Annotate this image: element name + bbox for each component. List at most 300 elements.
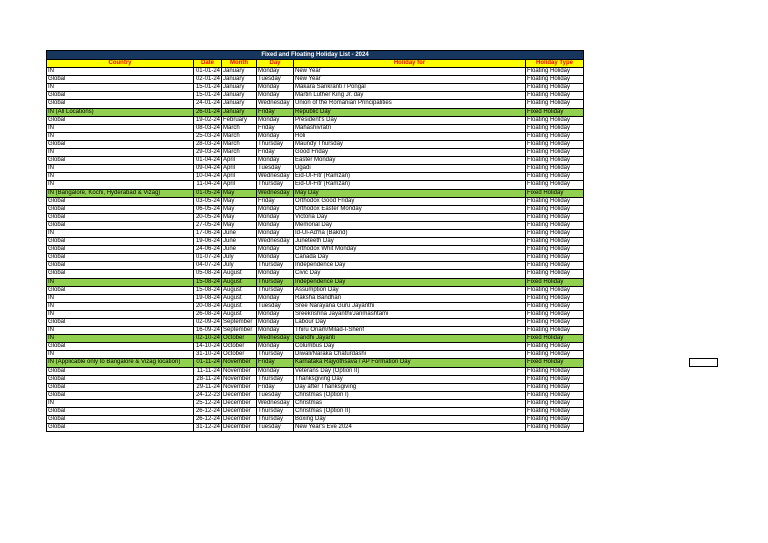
cell-date[interactable]: 16-09-24 — [194, 327, 222, 335]
cell-date[interactable]: 01-01-24 — [194, 68, 222, 76]
cell-country[interactable]: IN — [47, 181, 194, 189]
cell-day[interactable]: Wednesday — [257, 399, 294, 407]
table-row — [47, 319, 584, 327]
cell-type[interactable]: Floating Holiday — [526, 351, 584, 359]
cell-date[interactable]: 01-05-24 — [194, 189, 222, 197]
cell-day[interactable]: Monday — [257, 327, 294, 335]
cell-day[interactable]: Thursday — [257, 140, 294, 148]
cell-country[interactable]: Global — [47, 92, 194, 100]
cell-type[interactable]: Floating Holiday — [526, 383, 584, 391]
cell-month[interactable]: December — [222, 408, 257, 416]
cell-month[interactable]: January — [222, 92, 257, 100]
table-row — [47, 246, 584, 254]
cell-type[interactable]: Floating Holiday — [526, 116, 584, 124]
table-row — [47, 221, 584, 229]
cell-country[interactable]: IN — [47, 351, 194, 359]
cell-day[interactable]: Wednesday — [257, 335, 294, 343]
cell-date[interactable]: 20-08-24 — [194, 302, 222, 310]
cell-month[interactable]: March — [222, 149, 257, 157]
cell-holiday[interactable]: Sreekrishna Jayanthi/Janmashtami — [294, 310, 526, 318]
cell-month[interactable]: February — [222, 116, 257, 124]
cell-month[interactable]: April — [222, 173, 257, 181]
cell-holiday[interactable]: Independence Day — [294, 278, 526, 286]
cell-country[interactable]: Global — [47, 246, 194, 254]
cell-country[interactable]: IN — [47, 335, 194, 343]
cell-type[interactable]: Fixed Holiday — [526, 108, 584, 116]
cell-month[interactable]: April — [222, 157, 257, 165]
cell-date[interactable]: 15-08-24 — [194, 286, 222, 294]
cell-holiday[interactable]: Eid-Ul-Fitr (Ramzan) — [294, 181, 526, 189]
cell-month[interactable]: January — [222, 76, 257, 84]
cell-month[interactable]: June — [222, 246, 257, 254]
cell-date[interactable]: 19-08-24 — [194, 294, 222, 302]
cell-holiday[interactable]: Christmas (Option II) — [294, 408, 526, 416]
cell-country[interactable]: IN — [47, 278, 194, 286]
cell-date[interactable]: 01-11-24 — [194, 359, 222, 367]
cell-holiday[interactable]: Holi — [294, 132, 526, 140]
cell-holiday[interactable]: Maundy Thursday — [294, 140, 526, 148]
cell-holiday[interactable]: Canada Day — [294, 254, 526, 262]
cell-month[interactable]: January — [222, 108, 257, 116]
cell-type[interactable]: Floating Holiday — [526, 391, 584, 399]
cell-day[interactable]: Friday — [257, 197, 294, 205]
cell-type[interactable]: Floating Holiday — [526, 343, 584, 351]
cell-country[interactable]: IN (Applicable only to Bangalore & Vizag location) — [47, 359, 194, 367]
cell-type[interactable]: Floating Holiday — [526, 92, 584, 100]
cell-month[interactable]: January — [222, 100, 257, 108]
cell-type[interactable]: Floating Holiday — [526, 254, 584, 262]
cell-date[interactable]: 09-04-24 — [194, 165, 222, 173]
cell-date[interactable]: 19-06-24 — [194, 238, 222, 246]
selected-cell[interactable] — [689, 358, 718, 367]
cell-month[interactable]: December — [222, 424, 257, 432]
cell-country[interactable]: Global — [47, 140, 194, 148]
cell-type[interactable]: Floating Holiday — [526, 286, 584, 294]
cell-holiday[interactable]: Karnataka Rajyothsava / AP Formation Day — [294, 359, 526, 367]
cell-date[interactable]: 26-12-24 — [194, 416, 222, 424]
cell-date[interactable]: 31-10-24 — [194, 351, 222, 359]
cell-month[interactable]: March — [222, 132, 257, 140]
cell-holiday[interactable]: Union of the Romanian Principalities — [294, 100, 526, 108]
table-row — [47, 367, 584, 375]
cell-day[interactable]: Monday — [257, 132, 294, 140]
cell-date[interactable]: 04-07-24 — [194, 262, 222, 270]
cell-country[interactable]: IN — [47, 302, 194, 310]
cell-holiday[interactable]: Martin Luther King Jr. day — [294, 92, 526, 100]
cell-type[interactable]: Floating Holiday — [526, 140, 584, 148]
cell-day[interactable]: Thursday — [257, 416, 294, 424]
cell-holiday[interactable]: Juneteeth Day — [294, 238, 526, 246]
cell-type[interactable]: Floating Holiday — [526, 319, 584, 327]
cell-type[interactable]: Floating Holiday — [526, 76, 584, 84]
cell-day[interactable]: Monday — [257, 221, 294, 229]
cell-day[interactable]: Monday — [257, 246, 294, 254]
cell-date[interactable]: 19-02-24 — [194, 116, 222, 124]
cell-day[interactable]: Monday — [257, 270, 294, 278]
cell-date[interactable]: 15-01-24 — [194, 92, 222, 100]
cell-country[interactable]: IN — [47, 149, 194, 157]
cell-date[interactable]: 25-12-24 — [194, 399, 222, 407]
cell-holiday[interactable]: Orthodox Easter Monday — [294, 205, 526, 213]
cell-holiday[interactable]: Makara Sankranti / Pongal — [294, 84, 526, 92]
cell-month[interactable]: March — [222, 140, 257, 148]
cell-date[interactable]: 11-04-24 — [194, 181, 222, 189]
cell-type[interactable]: Floating Holiday — [526, 100, 584, 108]
cell-holiday[interactable]: Memorial Day — [294, 221, 526, 229]
cell-date[interactable]: 26-01-24 — [194, 108, 222, 116]
cell-type[interactable]: Floating Holiday — [526, 221, 584, 229]
cell-day[interactable]: Tuesday — [257, 165, 294, 173]
cell-date[interactable]: 28-03-24 — [194, 140, 222, 148]
cell-holiday[interactable]: Good Friday — [294, 149, 526, 157]
cell-month[interactable]: October — [222, 335, 257, 343]
cell-month[interactable]: December — [222, 416, 257, 424]
cell-type[interactable]: Floating Holiday — [526, 124, 584, 132]
cell-holiday[interactable]: President's Day — [294, 116, 526, 124]
cell-type[interactable]: Floating Holiday — [526, 238, 584, 246]
cell-country[interactable]: IN — [47, 84, 194, 92]
cell-country[interactable]: Global — [47, 221, 194, 229]
cell-country[interactable]: Global — [47, 424, 194, 432]
table-row — [47, 173, 584, 181]
cell-holiday[interactable]: Independence Day — [294, 262, 526, 270]
cell-type[interactable]: Floating Holiday — [526, 367, 584, 375]
cell-month[interactable]: August — [222, 294, 257, 302]
cell-holiday[interactable]: New Year — [294, 76, 526, 84]
cell-country[interactable]: IN — [47, 124, 194, 132]
cell-date[interactable]: 06-05-24 — [194, 205, 222, 213]
cell-date[interactable]: 03-05-24 — [194, 197, 222, 205]
cell-month[interactable]: December — [222, 399, 257, 407]
cell-holiday[interactable]: Christmas (Option I) — [294, 391, 526, 399]
cell-country[interactable]: IN (All Locations) — [47, 108, 194, 116]
cell-type[interactable]: Floating Holiday — [526, 149, 584, 157]
cell-day[interactable]: Thursday — [257, 375, 294, 383]
cell-month[interactable]: March — [222, 124, 257, 132]
cell-holiday[interactable]: New Year's Eve 2024 — [294, 424, 526, 432]
cell-date[interactable]: 26-08-24 — [194, 310, 222, 318]
cell-month[interactable]: May — [222, 197, 257, 205]
cell-date[interactable]: 02-01-24 — [194, 76, 222, 84]
cell-holiday[interactable]: Assumption Day — [294, 286, 526, 294]
cell-day[interactable]: Monday — [257, 367, 294, 375]
cell-date[interactable]: 31-12-24 — [194, 424, 222, 432]
cell-day[interactable]: Monday — [257, 116, 294, 124]
cell-type[interactable]: Fixed Holiday — [526, 278, 584, 286]
cell-holiday[interactable]: Sree Narayana Guru Jayanthi — [294, 302, 526, 310]
cell-holiday[interactable]: Easter Monday — [294, 157, 526, 165]
cell-day[interactable]: Monday — [257, 68, 294, 76]
cell-type[interactable]: Fixed Holiday — [526, 189, 584, 197]
cell-date[interactable]: 15-01-24 — [194, 84, 222, 92]
table-row — [47, 157, 584, 165]
cell-date[interactable]: 24-06-24 — [194, 246, 222, 254]
cell-holiday[interactable]: Gandhi Jayanti — [294, 335, 526, 343]
cell-day[interactable]: Thursday — [257, 262, 294, 270]
cell-day[interactable]: Tuesday — [257, 76, 294, 84]
cell-type[interactable]: Floating Holiday — [526, 408, 584, 416]
cell-type[interactable]: Floating Holiday — [526, 181, 584, 189]
cell-country[interactable]: IN — [47, 165, 194, 173]
cell-day[interactable]: Friday — [257, 108, 294, 116]
cell-type[interactable]: Floating Holiday — [526, 246, 584, 254]
cell-month[interactable]: May — [222, 213, 257, 221]
header-date[interactable]: Date — [194, 60, 222, 68]
table-row — [47, 132, 584, 140]
cell-country[interactable]: IN — [47, 327, 194, 335]
cell-day[interactable]: Monday — [257, 343, 294, 351]
cell-date[interactable]: 01-07-24 — [194, 254, 222, 262]
cell-type[interactable]: Floating Holiday — [526, 262, 584, 270]
cell-holiday[interactable]: Diwali/Naraka Chaturdashi — [294, 351, 526, 359]
cell-month[interactable]: November — [222, 359, 257, 367]
cell-country[interactable]: Global — [47, 76, 194, 84]
cell-country[interactable]: Global — [47, 238, 194, 246]
cell-holiday[interactable]: Raksha Bandhan — [294, 294, 526, 302]
table-row — [47, 100, 584, 108]
cell-month[interactable]: November — [222, 375, 257, 383]
cell-holiday[interactable]: Thanksgiving Day — [294, 375, 526, 383]
cell-month[interactable]: January — [222, 84, 257, 92]
cell-date[interactable]: 02-09-24 — [194, 319, 222, 327]
table-row — [47, 327, 584, 335]
cell-type[interactable]: Floating Holiday — [526, 399, 584, 407]
cell-day[interactable]: Monday — [257, 213, 294, 221]
cell-day[interactable]: Monday — [257, 205, 294, 213]
cell-country[interactable]: Global — [47, 254, 194, 262]
cell-country[interactable]: Global — [47, 270, 194, 278]
cell-day[interactable]: Monday — [257, 92, 294, 100]
cell-date[interactable]: 26-12-24 — [194, 408, 222, 416]
cell-day[interactable]: Monday — [257, 229, 294, 237]
cell-date[interactable]: 15-08-24 — [194, 278, 222, 286]
cell-day[interactable]: Thursday — [257, 351, 294, 359]
cell-holiday[interactable]: Ugadi — [294, 165, 526, 173]
table-row — [47, 375, 584, 383]
cell-month[interactable]: May — [222, 221, 257, 229]
cell-type[interactable]: Floating Holiday — [526, 424, 584, 432]
cell-date[interactable]: 28-11-24 — [194, 375, 222, 383]
cell-date[interactable]: 24-12-23 — [194, 391, 222, 399]
table-row — [47, 416, 584, 424]
header-month[interactable]: Month — [222, 60, 257, 68]
cell-day[interactable]: Tuesday — [257, 391, 294, 399]
cell-holiday[interactable]: Civic Day — [294, 270, 526, 278]
table-body — [47, 68, 584, 432]
cell-type[interactable]: Floating Holiday — [526, 294, 584, 302]
cell-country[interactable]: Global — [47, 408, 194, 416]
cell-day[interactable]: Monday — [257, 84, 294, 92]
cell-country[interactable]: Global — [47, 343, 194, 351]
cell-country[interactable]: Global — [47, 286, 194, 294]
table-row — [47, 310, 584, 318]
cell-type[interactable]: Floating Holiday — [526, 302, 584, 310]
cell-month[interactable]: May — [222, 205, 257, 213]
cell-country[interactable]: IN — [47, 173, 194, 181]
cell-month[interactable]: July — [222, 262, 257, 270]
cell-day[interactable]: Thursday — [257, 286, 294, 294]
cell-day[interactable]: Thursday — [257, 408, 294, 416]
cell-country[interactable]: Global — [47, 205, 194, 213]
cell-type[interactable]: Floating Holiday — [526, 197, 584, 205]
cell-month[interactable]: January — [222, 68, 257, 76]
cell-month[interactable]: December — [222, 391, 257, 399]
cell-country[interactable]: Global — [47, 213, 194, 221]
cell-date[interactable]: 14-10-24 — [194, 343, 222, 351]
table-row — [47, 229, 584, 237]
cell-day[interactable]: Friday — [257, 359, 294, 367]
cell-holiday[interactable]: Republic Day — [294, 108, 526, 116]
cell-date[interactable]: 24-01-24 — [194, 100, 222, 108]
cell-day[interactable]: Wednesday — [257, 173, 294, 181]
cell-type[interactable]: Floating Holiday — [526, 205, 584, 213]
cell-type[interactable]: Floating Holiday — [526, 310, 584, 318]
cell-day[interactable]: Tuesday — [257, 302, 294, 310]
cell-holiday[interactable]: New Year — [294, 68, 526, 76]
cell-month[interactable]: October — [222, 343, 257, 351]
table-row — [47, 213, 584, 221]
cell-type[interactable]: Floating Holiday — [526, 416, 584, 424]
cell-holiday[interactable]: Orthodox Good Friday — [294, 197, 526, 205]
cell-holiday[interactable]: Mahashivratri — [294, 124, 526, 132]
cell-date[interactable]: 08-03-24 — [194, 124, 222, 132]
cell-month[interactable]: August — [222, 302, 257, 310]
cell-country[interactable]: Global — [47, 116, 194, 124]
cell-day[interactable]: Wednesday — [257, 189, 294, 197]
cell-holiday[interactable]: Christmas — [294, 399, 526, 407]
cell-month[interactable]: April — [222, 181, 257, 189]
cell-day[interactable]: Monday — [257, 294, 294, 302]
cell-country[interactable]: IN — [47, 229, 194, 237]
cell-holiday[interactable]: Eid-Ul-Fitr (Ramzan) — [294, 173, 526, 181]
cell-day[interactable]: Monday — [257, 310, 294, 318]
cell-type[interactable]: Fixed Holiday — [526, 359, 584, 367]
cell-country[interactable]: Global — [47, 367, 194, 375]
cell-day[interactable]: Thursday — [257, 181, 294, 189]
cell-date[interactable]: 17-06-24 — [194, 229, 222, 237]
header-row — [47, 60, 584, 68]
header-country[interactable]: Country — [47, 60, 194, 68]
cell-month[interactable]: November — [222, 367, 257, 375]
table-row — [47, 351, 584, 359]
cell-type[interactable]: Floating Holiday — [526, 270, 584, 278]
cell-day[interactable]: Wednesday — [257, 238, 294, 246]
cell-country[interactable]: Global — [47, 416, 194, 424]
cell-country[interactable]: Global — [47, 157, 194, 165]
cell-date[interactable]: 20-05-24 — [194, 213, 222, 221]
cell-country[interactable]: IN — [47, 294, 194, 302]
cell-month[interactable]: September — [222, 327, 257, 335]
cell-country[interactable]: Global — [47, 262, 194, 270]
table-row — [47, 140, 584, 148]
cell-day[interactable]: Friday — [257, 383, 294, 391]
cell-month[interactable]: June — [222, 229, 257, 237]
cell-month[interactable]: August — [222, 278, 257, 286]
cell-day[interactable]: Monday — [257, 157, 294, 165]
cell-type[interactable]: Floating Holiday — [526, 132, 584, 140]
header-day[interactable]: Day — [257, 60, 294, 68]
cell-date[interactable]: 29-03-24 — [194, 149, 222, 157]
cell-month[interactable]: June — [222, 238, 257, 246]
table-row — [47, 408, 584, 416]
cell-type[interactable]: Floating Holiday — [526, 375, 584, 383]
cell-month[interactable]: September — [222, 319, 257, 327]
cell-day[interactable]: Friday — [257, 149, 294, 157]
cell-country[interactable]: Global — [47, 391, 194, 399]
cell-type[interactable]: Floating Holiday — [526, 68, 584, 76]
cell-holiday[interactable]: Boxing Day — [294, 416, 526, 424]
cell-holiday[interactable]: Columbus Day — [294, 343, 526, 351]
cell-holiday[interactable]: Orthodox Whit Monday — [294, 246, 526, 254]
cell-country[interactable]: Global — [47, 100, 194, 108]
cell-holiday[interactable]: Veterans Day (Option II) — [294, 367, 526, 375]
cell-type[interactable]: Floating Holiday — [526, 165, 584, 173]
cell-month[interactable]: May — [222, 189, 257, 197]
cell-country[interactable]: IN — [47, 399, 194, 407]
cell-month[interactable]: August — [222, 270, 257, 278]
table-row — [47, 76, 584, 84]
cell-date[interactable]: 05-08-24 — [194, 270, 222, 278]
cell-day[interactable]: Friday — [257, 124, 294, 132]
table-row — [47, 391, 584, 399]
cell-holiday[interactable]: Labour Day — [294, 319, 526, 327]
cell-day[interactable]: Wednesday — [257, 100, 294, 108]
cell-date[interactable]: 02-10-24 — [194, 335, 222, 343]
cell-country[interactable]: IN — [47, 310, 194, 318]
cell-country[interactable]: IN (Bangalore, Kochi, Hyderabad & Vizag) — [47, 189, 194, 197]
cell-month[interactable]: August — [222, 286, 257, 294]
cell-holiday[interactable]: Victoria Day — [294, 213, 526, 221]
cell-type[interactable]: Floating Holiday — [526, 84, 584, 92]
cell-day[interactable]: Monday — [257, 254, 294, 262]
cell-date[interactable]: 27-05-24 — [194, 221, 222, 229]
cell-country[interactable]: Global — [47, 319, 194, 327]
cell-day[interactable]: Tuesday — [257, 424, 294, 432]
cell-date[interactable]: 10-04-24 — [194, 173, 222, 181]
cell-month[interactable]: April — [222, 165, 257, 173]
cell-country[interactable]: IN — [47, 68, 194, 76]
cell-holiday[interactable]: Thiru Onam/Milad-I-Sherif — [294, 327, 526, 335]
cell-date[interactable]: 29-11-24 — [194, 383, 222, 391]
cell-country[interactable]: Global — [47, 197, 194, 205]
cell-holiday[interactable]: May Day — [294, 189, 526, 197]
cell-type[interactable]: Floating Holiday — [526, 173, 584, 181]
cell-month[interactable]: July — [222, 254, 257, 262]
cell-month[interactable]: August — [222, 310, 257, 318]
cell-country[interactable]: Global — [47, 375, 194, 383]
cell-type[interactable]: Floating Holiday — [526, 327, 584, 335]
cell-date[interactable]: 01-04-24 — [194, 157, 222, 165]
header-holiday-for[interactable]: Holiday for — [294, 60, 526, 68]
cell-month[interactable]: October — [222, 351, 257, 359]
table-row — [47, 197, 584, 205]
cell-holiday[interactable]: Id-Ul-Ad'ha (Bakrid) — [294, 229, 526, 237]
table-row — [47, 238, 584, 246]
cell-country[interactable]: Global — [47, 383, 194, 391]
cell-country[interactable]: IN — [47, 132, 194, 140]
cell-date[interactable]: 11-11-24 — [194, 367, 222, 375]
cell-type[interactable]: Floating Holiday — [526, 213, 584, 221]
cell-holiday[interactable]: Day after Thanksgiving — [294, 383, 526, 391]
cell-date[interactable]: 25-03-24 — [194, 132, 222, 140]
cell-type[interactable]: Fixed Holiday — [526, 335, 584, 343]
cell-type[interactable]: Floating Holiday — [526, 229, 584, 237]
cell-day[interactable]: Thursday — [257, 278, 294, 286]
cell-type[interactable]: Floating Holiday — [526, 157, 584, 165]
cell-day[interactable]: Monday — [257, 319, 294, 327]
header-holiday-type[interactable]: Holiday Type — [526, 60, 584, 68]
cell-month[interactable]: November — [222, 383, 257, 391]
